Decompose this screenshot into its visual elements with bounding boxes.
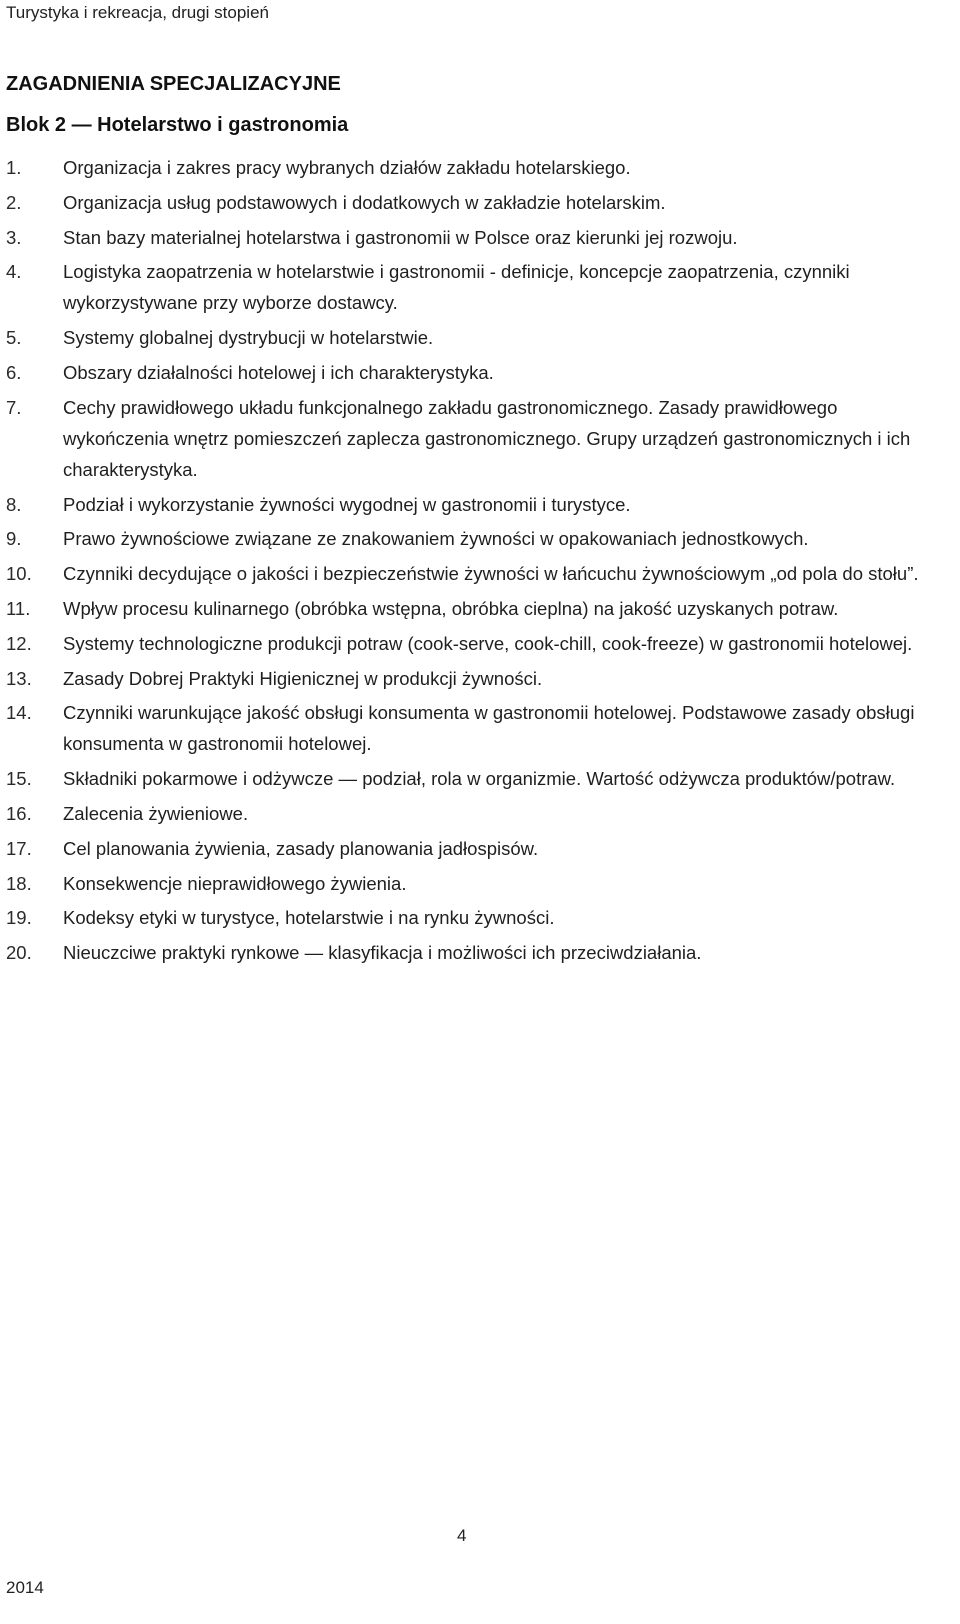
topic-item-12 [0, 628, 930, 659]
footer-year: 2014 [6, 1578, 44, 1597]
topic-item-5 [0, 322, 930, 353]
topic-number: 19. [6, 907, 32, 929]
topic-item-10 [0, 558, 930, 589]
topic-text: Prawo żywnościowe związane ze znakowaniem żywności w opakowaniach jednostkowych. [63, 528, 809, 550]
topic-number: 9. [6, 528, 22, 550]
page-number: 4 [457, 1526, 467, 1545]
topic-number: 10. [6, 563, 32, 585]
topic-item-3 [0, 222, 930, 253]
topic-item-14 [0, 697, 930, 759]
topic-number: 8. [6, 493, 22, 515]
block-title: Blok 2 — Hotelarstwo i gastronomia [6, 114, 349, 136]
topic-text: Logistyka zaopatrzenia w hotelarstwie i gastronomii - definicje, koncepcje zaopatrzenia, czynniki wykorzystywane przy wyborze dostawcy. [63, 261, 850, 314]
topic-number: 13. [6, 667, 32, 689]
topic-item-9 [0, 523, 930, 554]
topic-number: 18. [6, 872, 32, 894]
topic-number: 12. [6, 632, 32, 654]
topic-item-1 [0, 152, 930, 183]
topic-item-20 [0, 937, 930, 968]
topic-text: Składniki pokarmowe i odżywcze — podział, rola w organizmie. Wartość odżywcza produktów/potraw. [63, 768, 896, 790]
running-header: Turystyka i rekreacja, drugi stopień [6, 3, 269, 22]
topic-number: 7. [6, 396, 22, 418]
topic-number: 14. [6, 702, 32, 724]
topic-text: Podział i wykorzystanie żywności wygodnej w gastronomii i turystyce. [63, 493, 631, 515]
topic-text: Systemy technologiczne produkcji potraw (cook-serve, cook-chill, cook-freeze) w gastronomii hotelowej. [63, 632, 913, 654]
topic-item-15 [0, 763, 930, 794]
topic-number: 11. [6, 597, 31, 619]
topic-text: Cechy prawidłowego układu funkcjonalnego zakładu gastronomicznego. Zasady prawidłowego wykończenia wnętrz pomieszczeń zaplecza gastronomicznego. Grupy urządzeń gastronomicznych i ich charakterystyka. [63, 396, 911, 480]
topic-item-4 [0, 256, 930, 318]
topic-item-19 [0, 902, 930, 933]
topic-text: Zalecenia żywieniowe. [63, 802, 249, 824]
topic-number: 6. [6, 361, 22, 383]
topic-text: Organizacja usług podstawowych i dodatkowych w zakładzie hotelarskim. [63, 191, 666, 213]
topic-text: Stan bazy materialnej hotelarstwa i gastronomii w Polsce oraz kierunki jej rozwoju. [63, 226, 738, 248]
topic-text: Kodeksy etyki w turystyce, hotelarstwie i na rynku żywności. [63, 907, 555, 929]
topic-item-6 [0, 357, 930, 388]
topic-number: 1. [6, 157, 22, 178]
topic-number: 5. [6, 327, 22, 349]
topic-text: Zasady Dobrej Praktyki Higienicznej w produkcji żywności. [63, 667, 543, 689]
topic-number: 15. [6, 768, 32, 790]
topic-number: 20. [6, 942, 32, 964]
section-title: ZAGADNIENIA SPECJALIZACYJNE [6, 73, 341, 95]
topic-text: Organizacja i zakres pracy wybranych działów zakładu hotelarskiego. [63, 157, 631, 178]
topic-number: 17. [6, 837, 32, 859]
topic-number: 16. [6, 802, 32, 824]
topic-number: 4. [6, 261, 22, 283]
topic-text: Systemy globalnej dystrybucji w hotelarstwie. [63, 327, 434, 349]
topic-text: Cel planowania żywienia, zasady planowania jadłospisów. [63, 837, 539, 859]
topic-text: Konsekwencje nieprawidłowego żywienia. [63, 872, 407, 894]
topic-item-16 [0, 798, 930, 829]
topic-number: 2. [6, 191, 22, 213]
topic-item-13 [0, 663, 930, 694]
topic-item-11 [0, 593, 930, 624]
topic-list [0, 152, 930, 972]
topic-text: Wpływ procesu kulinarnego (obróbka wstępna, obróbka cieplna) na jakość uzyskanych potraw. [63, 597, 839, 619]
topic-text: Obszary działalności hotelowej i ich charakterystyka. [63, 361, 494, 383]
topic-text: Czynniki decydujące o jakości i bezpieczeństwie żywności w łańcuchu żywnościowym „od pola do stołu”. [63, 563, 919, 585]
topic-item-17 [0, 833, 930, 864]
topic-number: 3. [6, 226, 22, 248]
topic-item-7 [0, 392, 930, 485]
topic-item-18 [0, 868, 930, 899]
topic-item-2 [0, 187, 930, 218]
topic-item-8 [0, 489, 930, 520]
topic-text: Czynniki warunkujące jakość obsługi konsumenta w gastronomii hotelowej. Podstawowe zasady obsługi konsumenta w gastronomii hotelowej. [63, 702, 915, 755]
topic-text: Nieuczciwe praktyki rynkowe — klasyfikacja i możliwości ich przeciwdziałania. [63, 942, 702, 964]
